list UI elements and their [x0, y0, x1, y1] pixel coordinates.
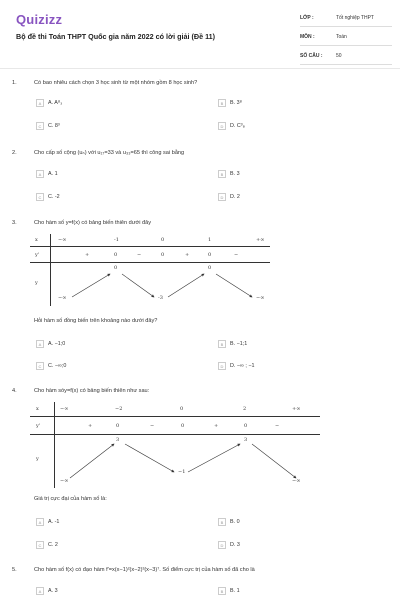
y-value: 3: [116, 437, 120, 443]
option-box: B: [218, 170, 226, 178]
option-d[interactable]: D D. C³₈: [218, 122, 245, 130]
x-value: 1: [208, 237, 212, 243]
document-title: Bộ đề thi Toán THPT Quốc gia năm 2022 có lời giải (Đề 11): [16, 32, 216, 41]
option-box: B: [218, 99, 226, 107]
sign: +: [214, 423, 219, 429]
option-box: A: [36, 587, 44, 595]
label-x: x: [36, 406, 39, 412]
x-value: −∞: [60, 406, 69, 412]
option-d[interactable]: D D. 2: [218, 193, 240, 201]
option-box: B: [218, 518, 226, 526]
trend-arrows: [30, 234, 270, 306]
y-value: −∞: [58, 295, 67, 301]
x-value: −2: [115, 406, 123, 412]
y-value: -3: [158, 295, 163, 301]
sign: 0: [244, 423, 248, 429]
sign: −: [137, 252, 142, 258]
meta-question-count: SỐ CÂU : 50: [300, 50, 392, 65]
option-b[interactable]: B B. −1;1: [218, 340, 247, 348]
option-a[interactable]: A A. 3: [36, 587, 58, 595]
y-value: 0: [208, 265, 212, 271]
sign: 0: [116, 423, 120, 429]
meta-class: LỚP : Tốt nghiệp THPT: [300, 12, 392, 27]
sign: −: [234, 252, 239, 258]
option-d[interactable]: D D. −∞ ; −1: [218, 362, 255, 370]
option-box: A: [36, 170, 44, 178]
x-value: 0: [161, 237, 165, 243]
sign: +: [185, 252, 190, 258]
label-x: x: [35, 237, 38, 243]
sign: 0: [161, 252, 165, 258]
label-yprime: y': [35, 252, 40, 258]
y-value: −∞: [60, 478, 69, 484]
sign: +: [85, 252, 90, 258]
sign: +: [88, 423, 93, 429]
sign: 0: [114, 252, 118, 258]
option-a[interactable]: A A. −1;0: [36, 340, 65, 348]
quizizz-logo: Quizizz: [16, 12, 63, 27]
x-value: +∞: [256, 237, 265, 243]
y-value: −1: [178, 469, 186, 475]
option-c[interactable]: C C. 8³: [36, 122, 60, 130]
option-box: C: [36, 541, 44, 549]
sign: −: [275, 423, 280, 429]
label-y: y: [36, 456, 39, 462]
option-d[interactable]: D D. 3: [218, 541, 240, 549]
option-box: B: [218, 587, 226, 595]
x-value: -1: [114, 237, 119, 243]
variation-table: [30, 234, 270, 306]
option-box: D: [218, 193, 226, 201]
option-box: C: [36, 193, 44, 201]
trend-arrows: [30, 402, 320, 488]
option-box: C: [36, 362, 44, 370]
option-box: D: [218, 541, 226, 549]
y-value: 0: [114, 265, 118, 271]
option-b[interactable]: B B. 1: [218, 587, 240, 595]
sign: 0: [208, 252, 212, 258]
option-box: A: [36, 99, 44, 107]
header-divider: [0, 68, 400, 69]
option-box: A: [36, 340, 44, 348]
option-box: D: [218, 362, 226, 370]
option-b[interactable]: B B. 0: [218, 518, 240, 526]
sign: 0: [181, 423, 185, 429]
option-c[interactable]: C C. -2: [36, 193, 60, 201]
option-a[interactable]: A A. A⁸₃: [36, 99, 62, 107]
label-yprime: y': [36, 423, 41, 429]
y-value: −∞: [292, 478, 301, 484]
option-c[interactable]: C C. 2: [36, 541, 58, 549]
option-b[interactable]: B B. 3⁸: [218, 99, 242, 107]
label-y: y: [35, 280, 38, 286]
option-box: A: [36, 518, 44, 526]
x-value: +∞: [292, 406, 301, 412]
option-c[interactable]: C C. −∞;0: [36, 362, 66, 370]
option-box: B: [218, 340, 226, 348]
option-a[interactable]: A A. -1: [36, 518, 59, 526]
meta-info: [300, 12, 392, 69]
option-box: D: [218, 122, 226, 130]
sign: −: [150, 423, 155, 429]
option-b[interactable]: B B. 3: [218, 170, 240, 178]
option-box: C: [36, 122, 44, 130]
x-value: 2: [243, 406, 247, 412]
variation-table: [30, 402, 320, 488]
meta-subject: MÔN : Toán: [300, 31, 392, 46]
y-value: −∞: [256, 295, 265, 301]
y-value: 3: [244, 437, 248, 443]
x-value: −∞: [58, 237, 67, 243]
option-a[interactable]: A A. 1: [36, 170, 58, 178]
x-value: 0: [180, 406, 184, 412]
